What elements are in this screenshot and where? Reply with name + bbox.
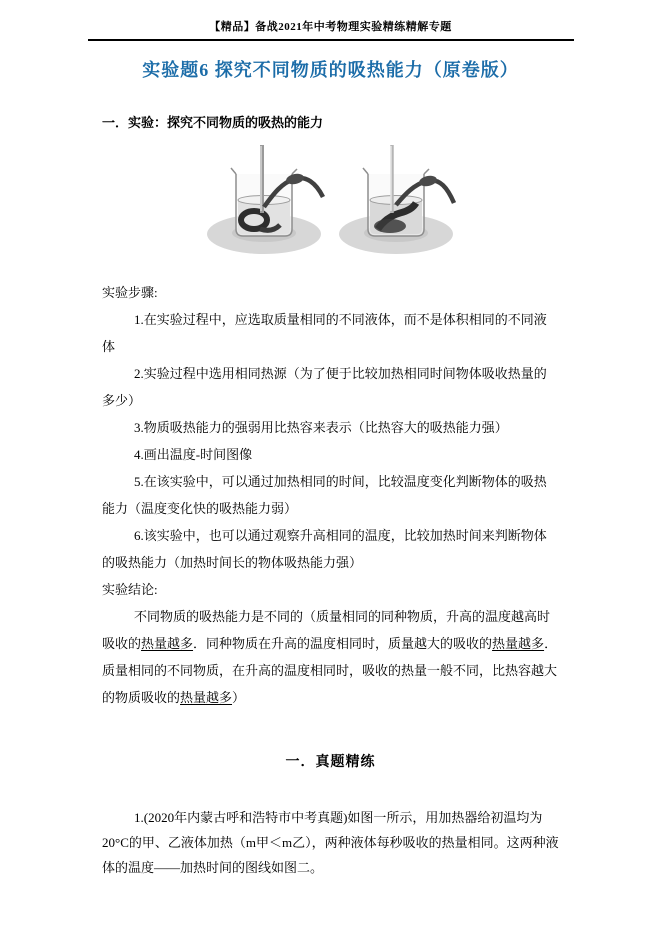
step-item-4: 4.画出温度-时间图像 [134,447,253,462]
page-header-text: 【精品】备战2021年中考物理实验精练精解专题 [209,21,452,33]
steps-label: 实验步骤: [102,285,158,300]
step-item-1: 1.在实验过程中，应选取质量相同的不同液体，而不是体积相同的不同液体 [102,312,547,354]
header-divider [88,39,574,41]
step-item-2: 2.实验过程中选用相同热源（为了便于比较加热相同时间物体吸收热量的多少） [102,366,547,408]
practice-section-heading: 一．真题精练 [285,755,376,770]
document-body [0,114,661,880]
document-title: 实验题6 探究不同物质的吸热能力（原卷版） [142,60,519,80]
experiment-apparatus-figure [102,141,559,259]
beaker-rim-icon [363,168,429,174]
conclusion-text: 不同物质的吸热能力是不同的（质量相同的同种物质，升高的温度越高时吸收的热量越多．同种物质在升高的温度相同时，质量越大的吸收的热量越多．质量相同的不同物质，在升高的温度相同时，吸收的热量一般不同，比热容越大的物质吸收的热量越多） [102,609,558,705]
step-item-5: 5.在该实验中，可以通过加热相同的时间，比较温度变化判断物体的吸热能力（温度变化快的吸热能力弱） [102,474,547,516]
question-1-text: 1.(2020年内蒙古呼和浩特市中考真题)如图一所示，用加热器给初温均为20°C的甲、乙液体加热（m甲＜m乙），两种液体每秒吸收的热量相同。这两种液体的温度——加热时间的图线如图二。 [102,810,559,875]
experiment-section-heading: 一．实验：探究不同物质的吸热的能力 [102,115,324,130]
heater-element [374,219,406,233]
experiment-steps [102,279,559,711]
beaker-apparatus-image-right [334,141,460,259]
step-item-6: 6.该实验中，也可以通过观察升高相同的温度，比较加热时间来判断物体的吸热能力（加热时间长的物体吸热能力强） [102,528,547,570]
conclusion-label: 实验结论: [102,582,158,597]
beaker-apparatus-image-left [202,141,328,259]
step-item-3: 3.物质吸热能力的强弱用比热容来表示（比热容大的吸热能力强） [134,420,508,435]
